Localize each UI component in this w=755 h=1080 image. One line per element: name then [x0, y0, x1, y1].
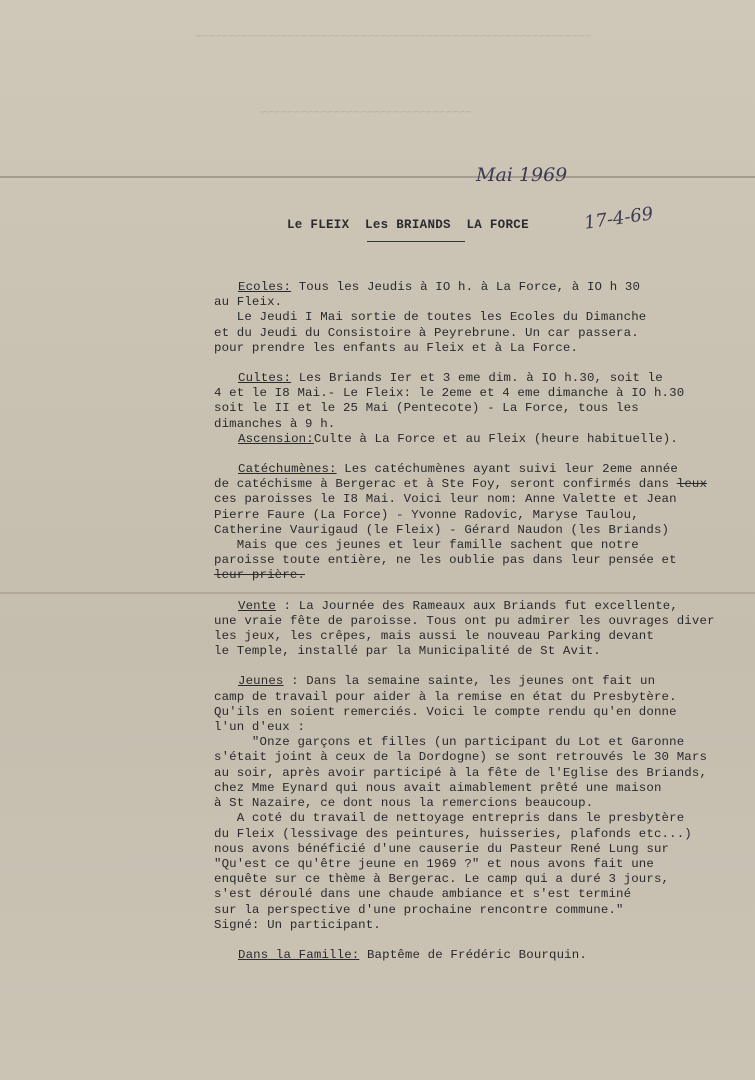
struck-word: leux — [676, 477, 708, 492]
section-heading: Ecoles: — [238, 280, 292, 294]
section-vente: Vente : La Journée des Rameaux aux Briands fut excellente, une vraie fête de paroisse. Tous ont pu admirer les ouvrages diver les jeux, les crêpes, mais aussi le nouveau Parking devant le Temple, installé par la Municipalité de St Avit. — [214, 598, 715, 659]
section-cultes: Cultes: Les Briands Ier et 3 eme dim. à IO h.30, soit le 4 et le I8 Mai.- Le Fleix: le 2eme et 4 eme dimanche à IO h.30 soit le II et le 25 Mai (Pentecote) - La Force, tous les dimanches à 9 h. Ascension:Culte à La Force et au Fleix (heure habituelle). — [214, 371, 685, 446]
section-famille: Dans la Famille: Baptême de Frédéric Bourquin. — [238, 947, 587, 962]
handwritten-date: Mai 1969 — [476, 164, 568, 186]
section-heading: Vente — [238, 598, 276, 613]
section-heading: Dans la Famille: — [238, 947, 360, 962]
section-heading: Catéchumènes: — [238, 462, 337, 477]
section-jeunes: Jeunes : Dans la semaine sainte, les jeunes ont fait un camp de travail pour aider à la remise en état du Presbytère. Qu'ils en soient remerciés. Voici le compte rendu qu'en donne l'un d'eux : "Onze garçons et filles (un participant du Lot et Garonne s'était joint à ceux de la Dordogne) se sont retrouvés le 30 Mars au soir, après avoir participé à la fête de l'Eglise des Briands, chez Mme Eynard qui nous avait aimablement prêté une maison à St Nazaire, ce dont nous la remercions beaucoup. A coté du travail de nettoyage entrepris dans le presbytère du Fleix (lessivage des peintures, huisseries, plafonds etc...) nous avons bénéficié d'une causerie du Pasteur René Lung sur "Qu'est ce qu'être jeune en 1969 ?" et nous avons fait une enquête sur ce thème à Bergerac. Le camp qui a duré 3 jours, s'est déroulé dans une chaude ambiance et s'est terminé sur la perspective d'une prochaine rencontre commune." Signé: Un participant. — [214, 674, 708, 932]
section-heading: Jeunes — [238, 674, 284, 689]
paper-fold — [0, 176, 755, 178]
page-title: Le FLEIX Les BRIANDS LA FORCE — [287, 218, 529, 232]
section-catechumenes: Catéchumènes: Les catéchumènes ayant suivi leur 2eme année de catéchisme à Bergerac et à Ste Foy, seront confirmés dans leux ces paroisses le I8 Mai. Voici leur nom: Anne Valette et Jean Pierre Faure (La Force) - Yvonne Radovic, Maryse Taulou, Catherine Vaurigaud (le Fleix) - Gérard Naudon (les Briands) Mais que ces jeunes et leur famille sachent que notre paroisse toute entière, ne les oublie pas dans leur pensée et leur prière. — [214, 462, 708, 583]
section-heading: Ascension: — [238, 431, 314, 446]
handwritten-date: 17-4-69 — [582, 203, 655, 234]
section-heading: Cultes: — [238, 371, 292, 386]
bleed-through-text: ~~~~~~~~~~~~~~~~~~~~~~~~~~~~~~~~~~~~~~~~~~~~~~~~~~~~~~~~~~~~ — [195, 28, 592, 40]
section-ecoles: Ecoles: Tous les Jeudis à IO h. à La Force, à IO h 30 au Fleix. Le Jeudi I Mai sortie de toutes les Ecoles du Dimanche et du Jeudi du Consistoire à Peyrebrune. Un car passera. pour prendre les enfants au Fleix et à La Force. — [214, 280, 647, 355]
bulletin-body — [214, 280, 754, 963]
bleed-through-text: ~~~~~~~~~~~~~~~~~~~~~~~~~~~~~~~~ — [260, 104, 472, 116]
title-underline — [367, 241, 465, 242]
